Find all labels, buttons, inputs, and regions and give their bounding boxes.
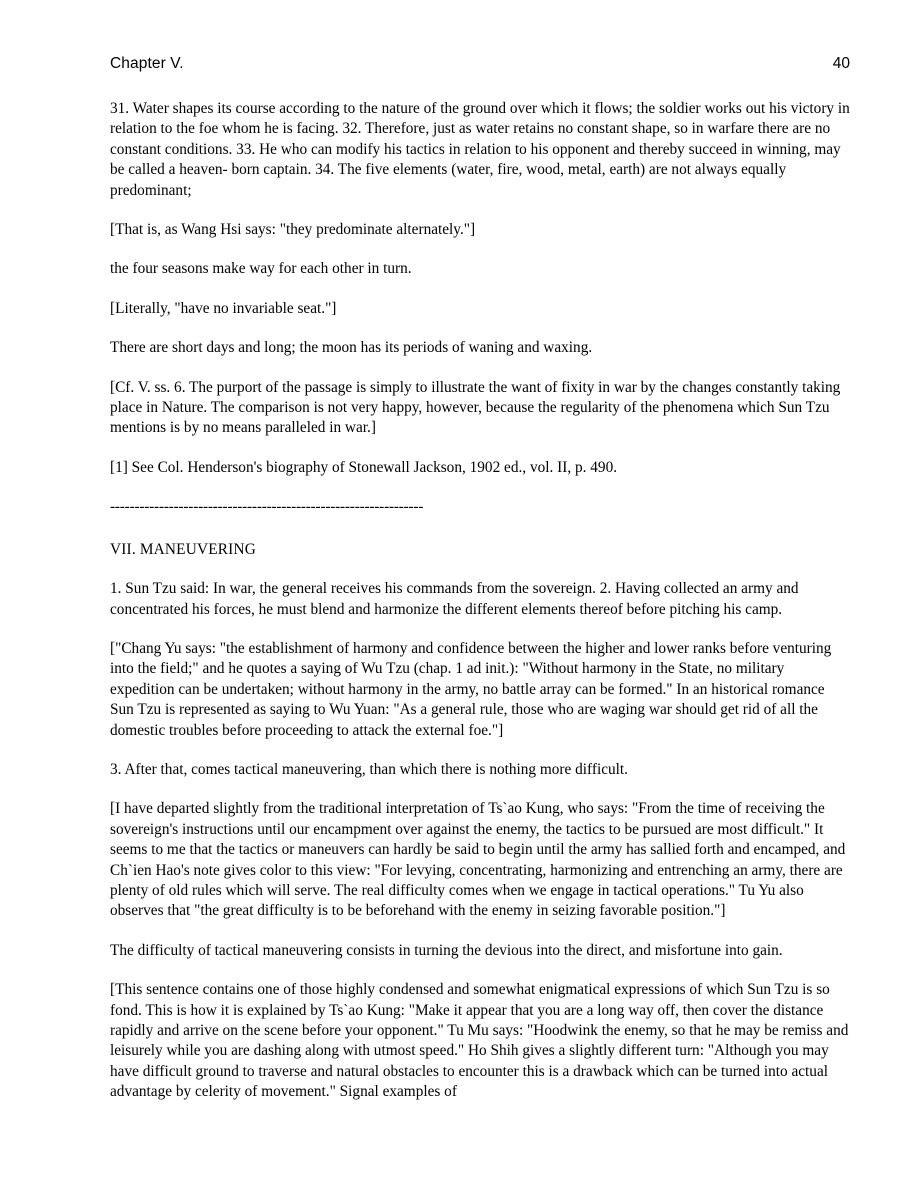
paragraph: 3. After that, comes tactical maneuvering, than which there is nothing more difficult. <box>110 760 628 778</box>
page-header <box>110 55 850 73</box>
paragraph: [This sentence contains one of those highly condensed and somewhat enigmatical expressions of which Sun Tzu is so fond. This is how it is explained by Ts`ao Kung: "Make it appear that you are a long way off, then cover the distance rapidly and arrive on the scene before your opponent." Tu Mu says: "Hoodwink the enemy, so that he may be remiss and leisurely while you are dashing along with utmost speed." Ho Shih gives a slightly different turn: "Although you may have difficult ground to traverse and natural obstacles to encounter this is a drawback which can be turned into actual advantage by celerity of movement." Signal examples of <box>110 981 849 1101</box>
section-heading: VII. MANEUVERING <box>110 540 256 558</box>
paragraph: the four seasons make way for each other in turn. <box>110 260 412 278</box>
chapter-label: Chapter V. <box>110 55 184 72</box>
page-number: 40 <box>832 55 850 72</box>
footnote: [1] See Col. Henderson's biography of Stonewall Jackson, 1902 ed., vol. II, p. 490. <box>110 458 618 476</box>
paragraph: [I have departed slightly from the traditional interpretation of Ts`ao Kung, who says: "From the time of receiving the sovereign's instructions until our encampment over against the enemy, the tactics to be pursued are most difficult." It seems to me that the tactics or maneuvers can hardly be said to begin until the army has sallied forth and encamped, and Ch`ien Hao's note gives color to this view: "For levying, concentrating, harmonizing and entrenching an army, there are plenty of old rules which will serve. The real difficulty comes when we engage in tactical operations." Tu Yu also observes that "the great difficulty is to be beforehand with the enemy in seizing favorable position."] <box>110 800 846 920</box>
paragraph: ["Chang Yu says: "the establishment of harmony and confidence between the higher and lower ranks before venturing into the field;" and he quotes a saying of Wu Tzu (chap. 1 ad init.): "Without harmony in the State, no military expedition can be undertaken; without harmony in the army, no battle array can be formed." In an historical romance Sun Tzu is represented as saying to Wu Yuan: "As a general rule, those who are waging war should get rid of all the domestic troubles before proceeding to attack the external foe."] <box>110 639 832 739</box>
page-content <box>110 55 850 1122</box>
paragraph: [Literally, "have no invariable seat."] <box>110 299 337 317</box>
paragraph: 1. Sun Tzu said: In war, the general receives his commands from the sovereign. 2. Having collected an army and concentrated his forces, he must blend and harmonize the different elements thereof before pitching his camp. <box>110 580 799 618</box>
paragraph: [Cf. V. ss. 6. The purport of the passage is simply to illustrate the want of fixity in war by the changes constantly taking place in Nature. The comparison is not very happy, however, because the regularity of the phenomena which Sun Tzu mentions is by no means paralleled in war.] <box>110 378 841 437</box>
paragraph: The difficulty of tactical maneuvering consists in turning the devious into the direct, and misfortune into gain. <box>110 941 783 959</box>
paragraph: [That is, as Wang Hsi says: "they predominate alternately."] <box>110 221 476 239</box>
paragraph: There are short days and long; the moon has its periods of waning and waxing. <box>110 339 593 357</box>
paragraph: 31. Water shapes its course according to the nature of the ground over which it flows; the soldier works out his victory in relation to the foe whom he is facing. 32. Therefore, just as water retains no constant shape, so in warfare there are no constant conditions. 33. He who can modify his tactics in relation to his opponent and thereby succeed in winning, may be called a heaven- born captain. 34. The five elements (water, fire, wood, metal, earth) are not always equally predominant; <box>110 100 850 199</box>
section-divider: ---------------------------------------------------------------- <box>110 498 424 516</box>
